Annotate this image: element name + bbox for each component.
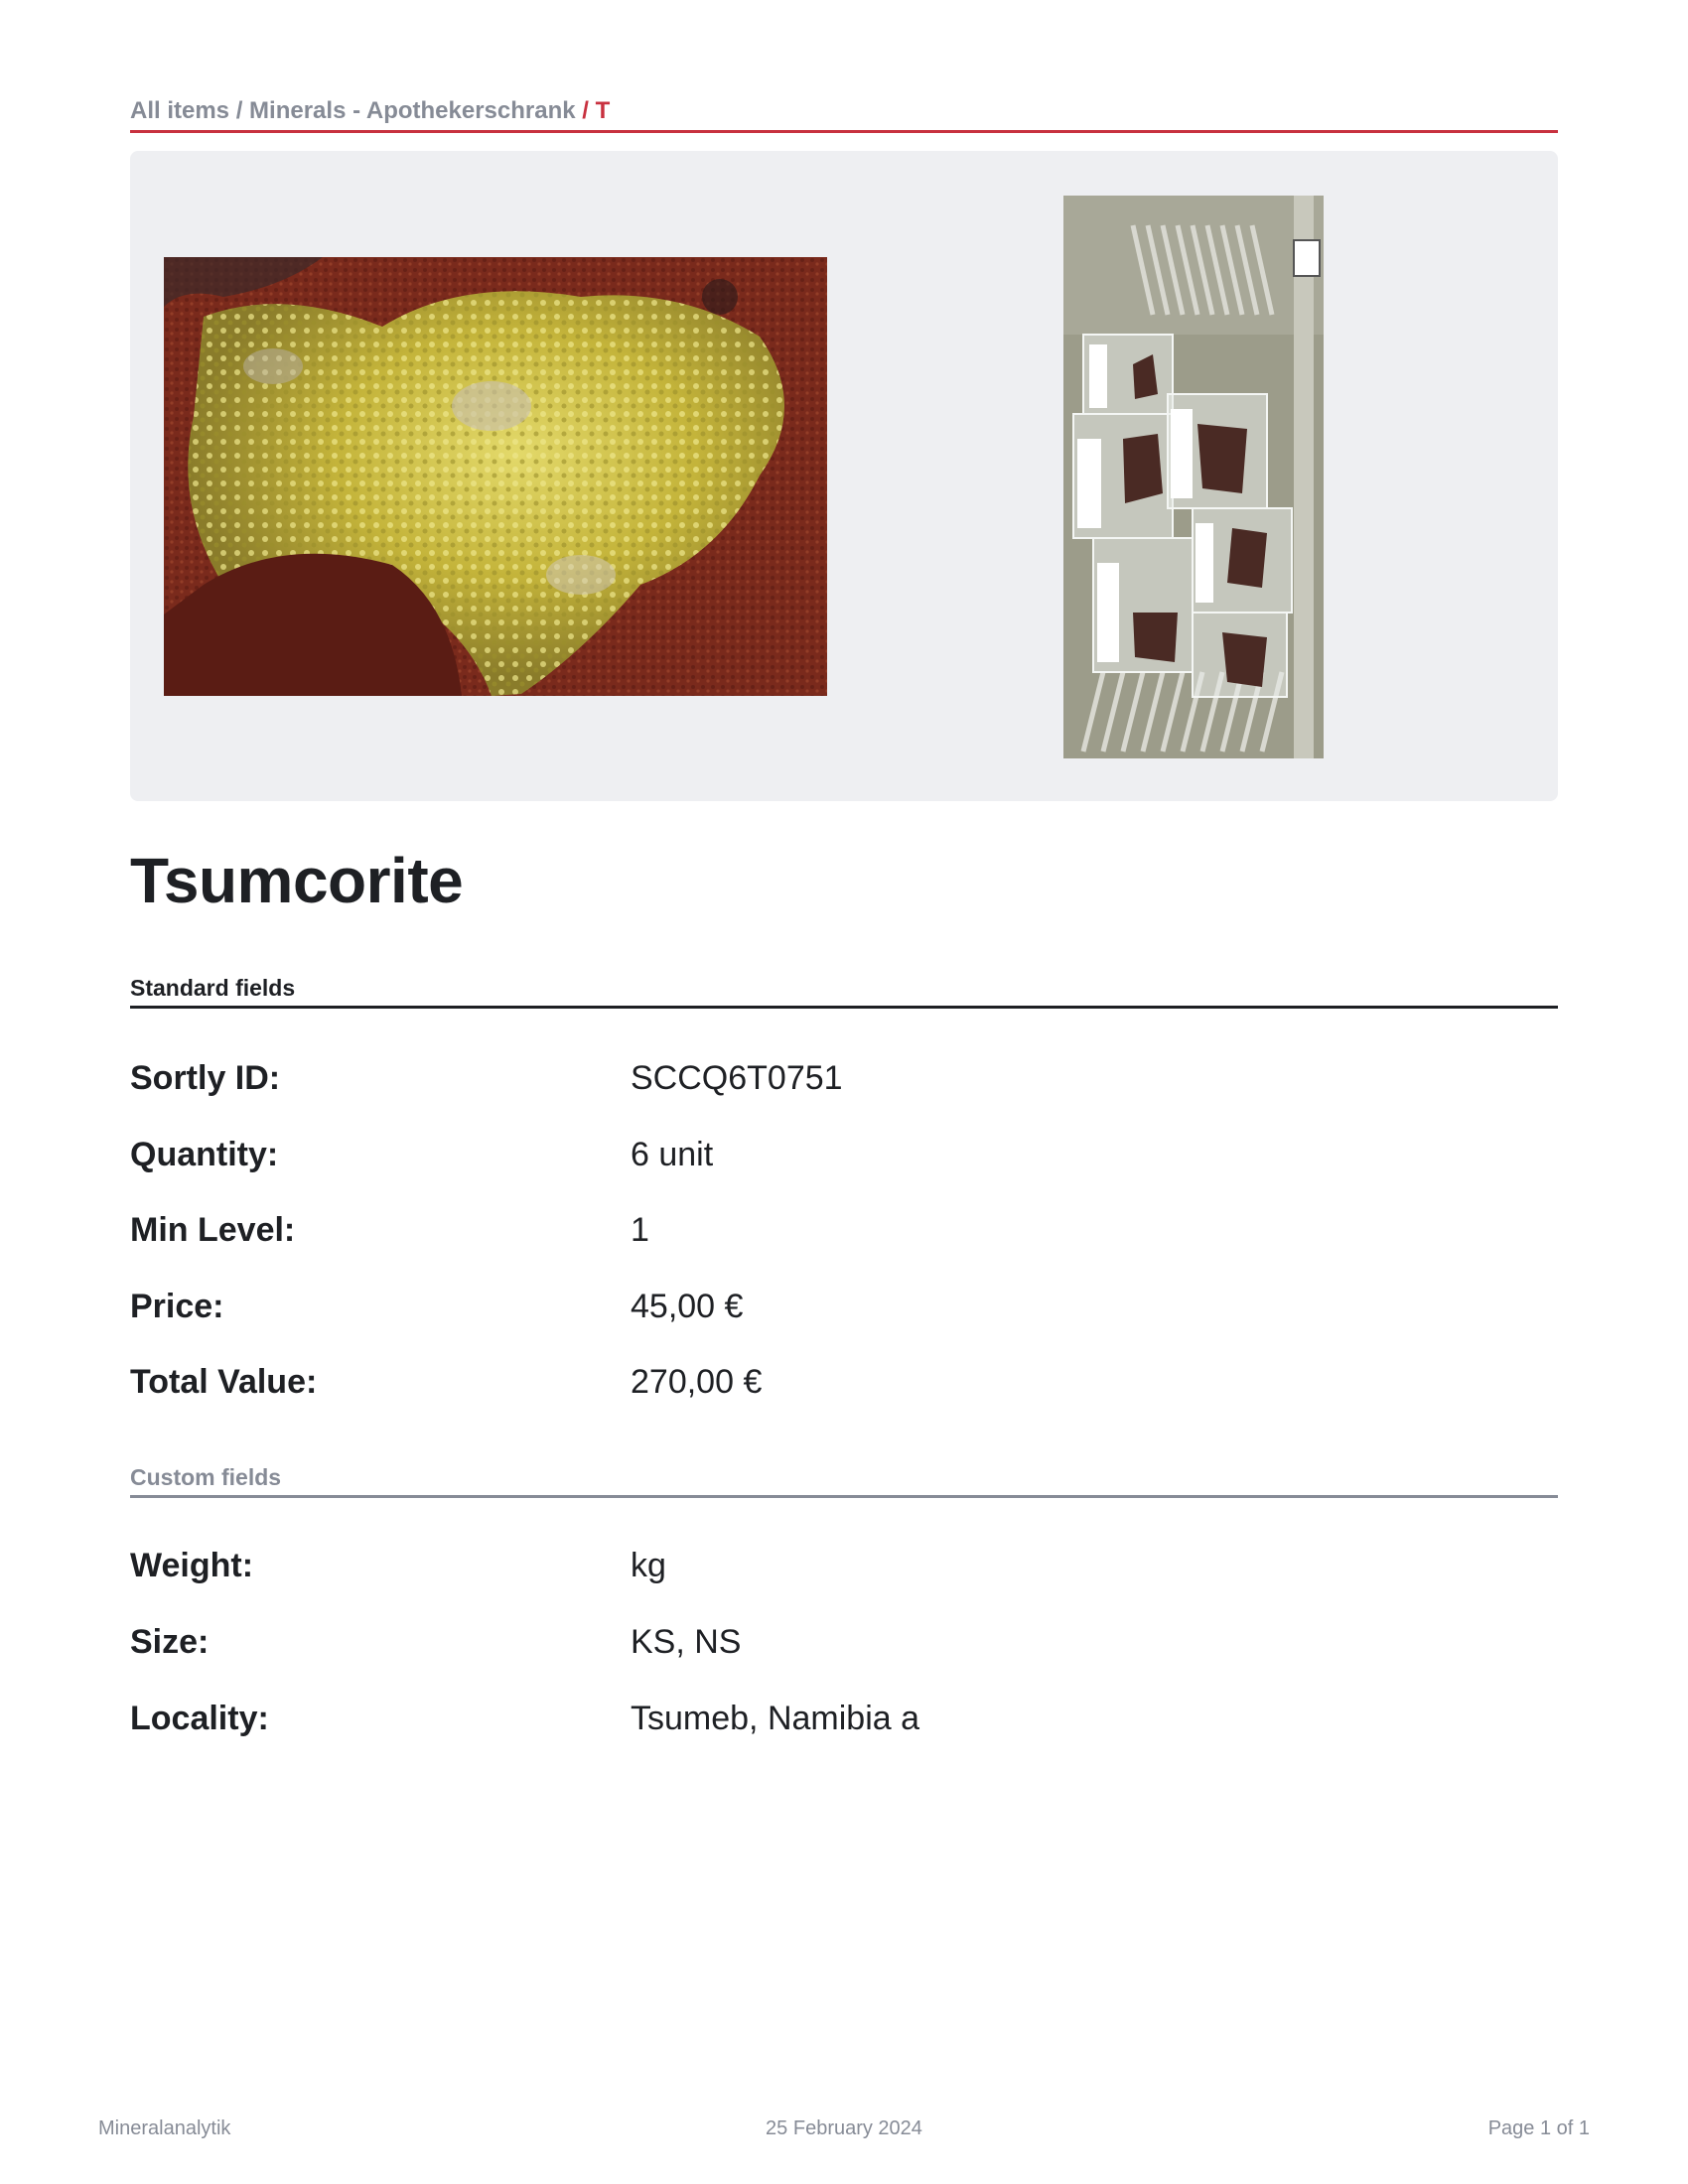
field-value: 270,00 €	[631, 1363, 763, 1401]
field-label: Locality:	[130, 1700, 269, 1737]
footer-page-number: Page 1 of 1	[1487, 2117, 1590, 2139]
item-title: Tsumcorite	[130, 845, 464, 916]
breadcrumb-current: T	[595, 97, 611, 124]
footer-company: Mineralanalytik	[98, 2117, 231, 2139]
field-value: 45,00 €	[631, 1288, 744, 1325]
field-label: Weight:	[130, 1547, 254, 1584]
display-cabinet-photo[interactable]	[1063, 196, 1324, 758]
field-value: kg	[631, 1547, 666, 1584]
breadcrumb-all-items[interactable]: All items	[130, 97, 230, 124]
field-value: 6 unit	[631, 1136, 714, 1173]
breadcrumb-folder[interactable]: Minerals - Apothekerschrank	[249, 97, 576, 124]
custom-fields-heading: Custom fields	[130, 1464, 1558, 1498]
field-row-size	[130, 1623, 1558, 1673]
field-row-total-value	[130, 1363, 1558, 1413]
field-label: Total Value:	[130, 1363, 318, 1401]
field-row-min-level	[130, 1211, 1558, 1261]
photo-gallery	[130, 151, 1558, 801]
field-label: Size:	[130, 1623, 210, 1661]
field-value: Tsumeb, Namibia a	[631, 1700, 920, 1737]
field-row-locality	[130, 1700, 1558, 1749]
mineral-closeup-photo[interactable]	[164, 257, 827, 696]
field-value: SCCQ6T0751	[631, 1059, 843, 1097]
field-label: Sortly ID:	[130, 1059, 281, 1097]
breadcrumb	[130, 97, 1558, 133]
breadcrumb-separator: /	[229, 97, 250, 124]
field-row-price	[130, 1288, 1558, 1337]
field-value: 1	[631, 1211, 649, 1249]
field-label: Quantity:	[130, 1136, 279, 1173]
field-value: KS, NS	[631, 1623, 742, 1661]
field-row-sortly-id	[130, 1059, 1558, 1109]
field-row-weight	[130, 1547, 1558, 1596]
field-label: Price:	[130, 1288, 224, 1325]
standard-fields-heading: Standard fields	[130, 975, 1558, 1009]
field-label: Min Level:	[130, 1211, 296, 1249]
footer-date: 25 February 2024	[766, 2117, 922, 2139]
breadcrumb-separator: /	[575, 97, 596, 124]
field-row-quantity	[130, 1136, 1558, 1185]
